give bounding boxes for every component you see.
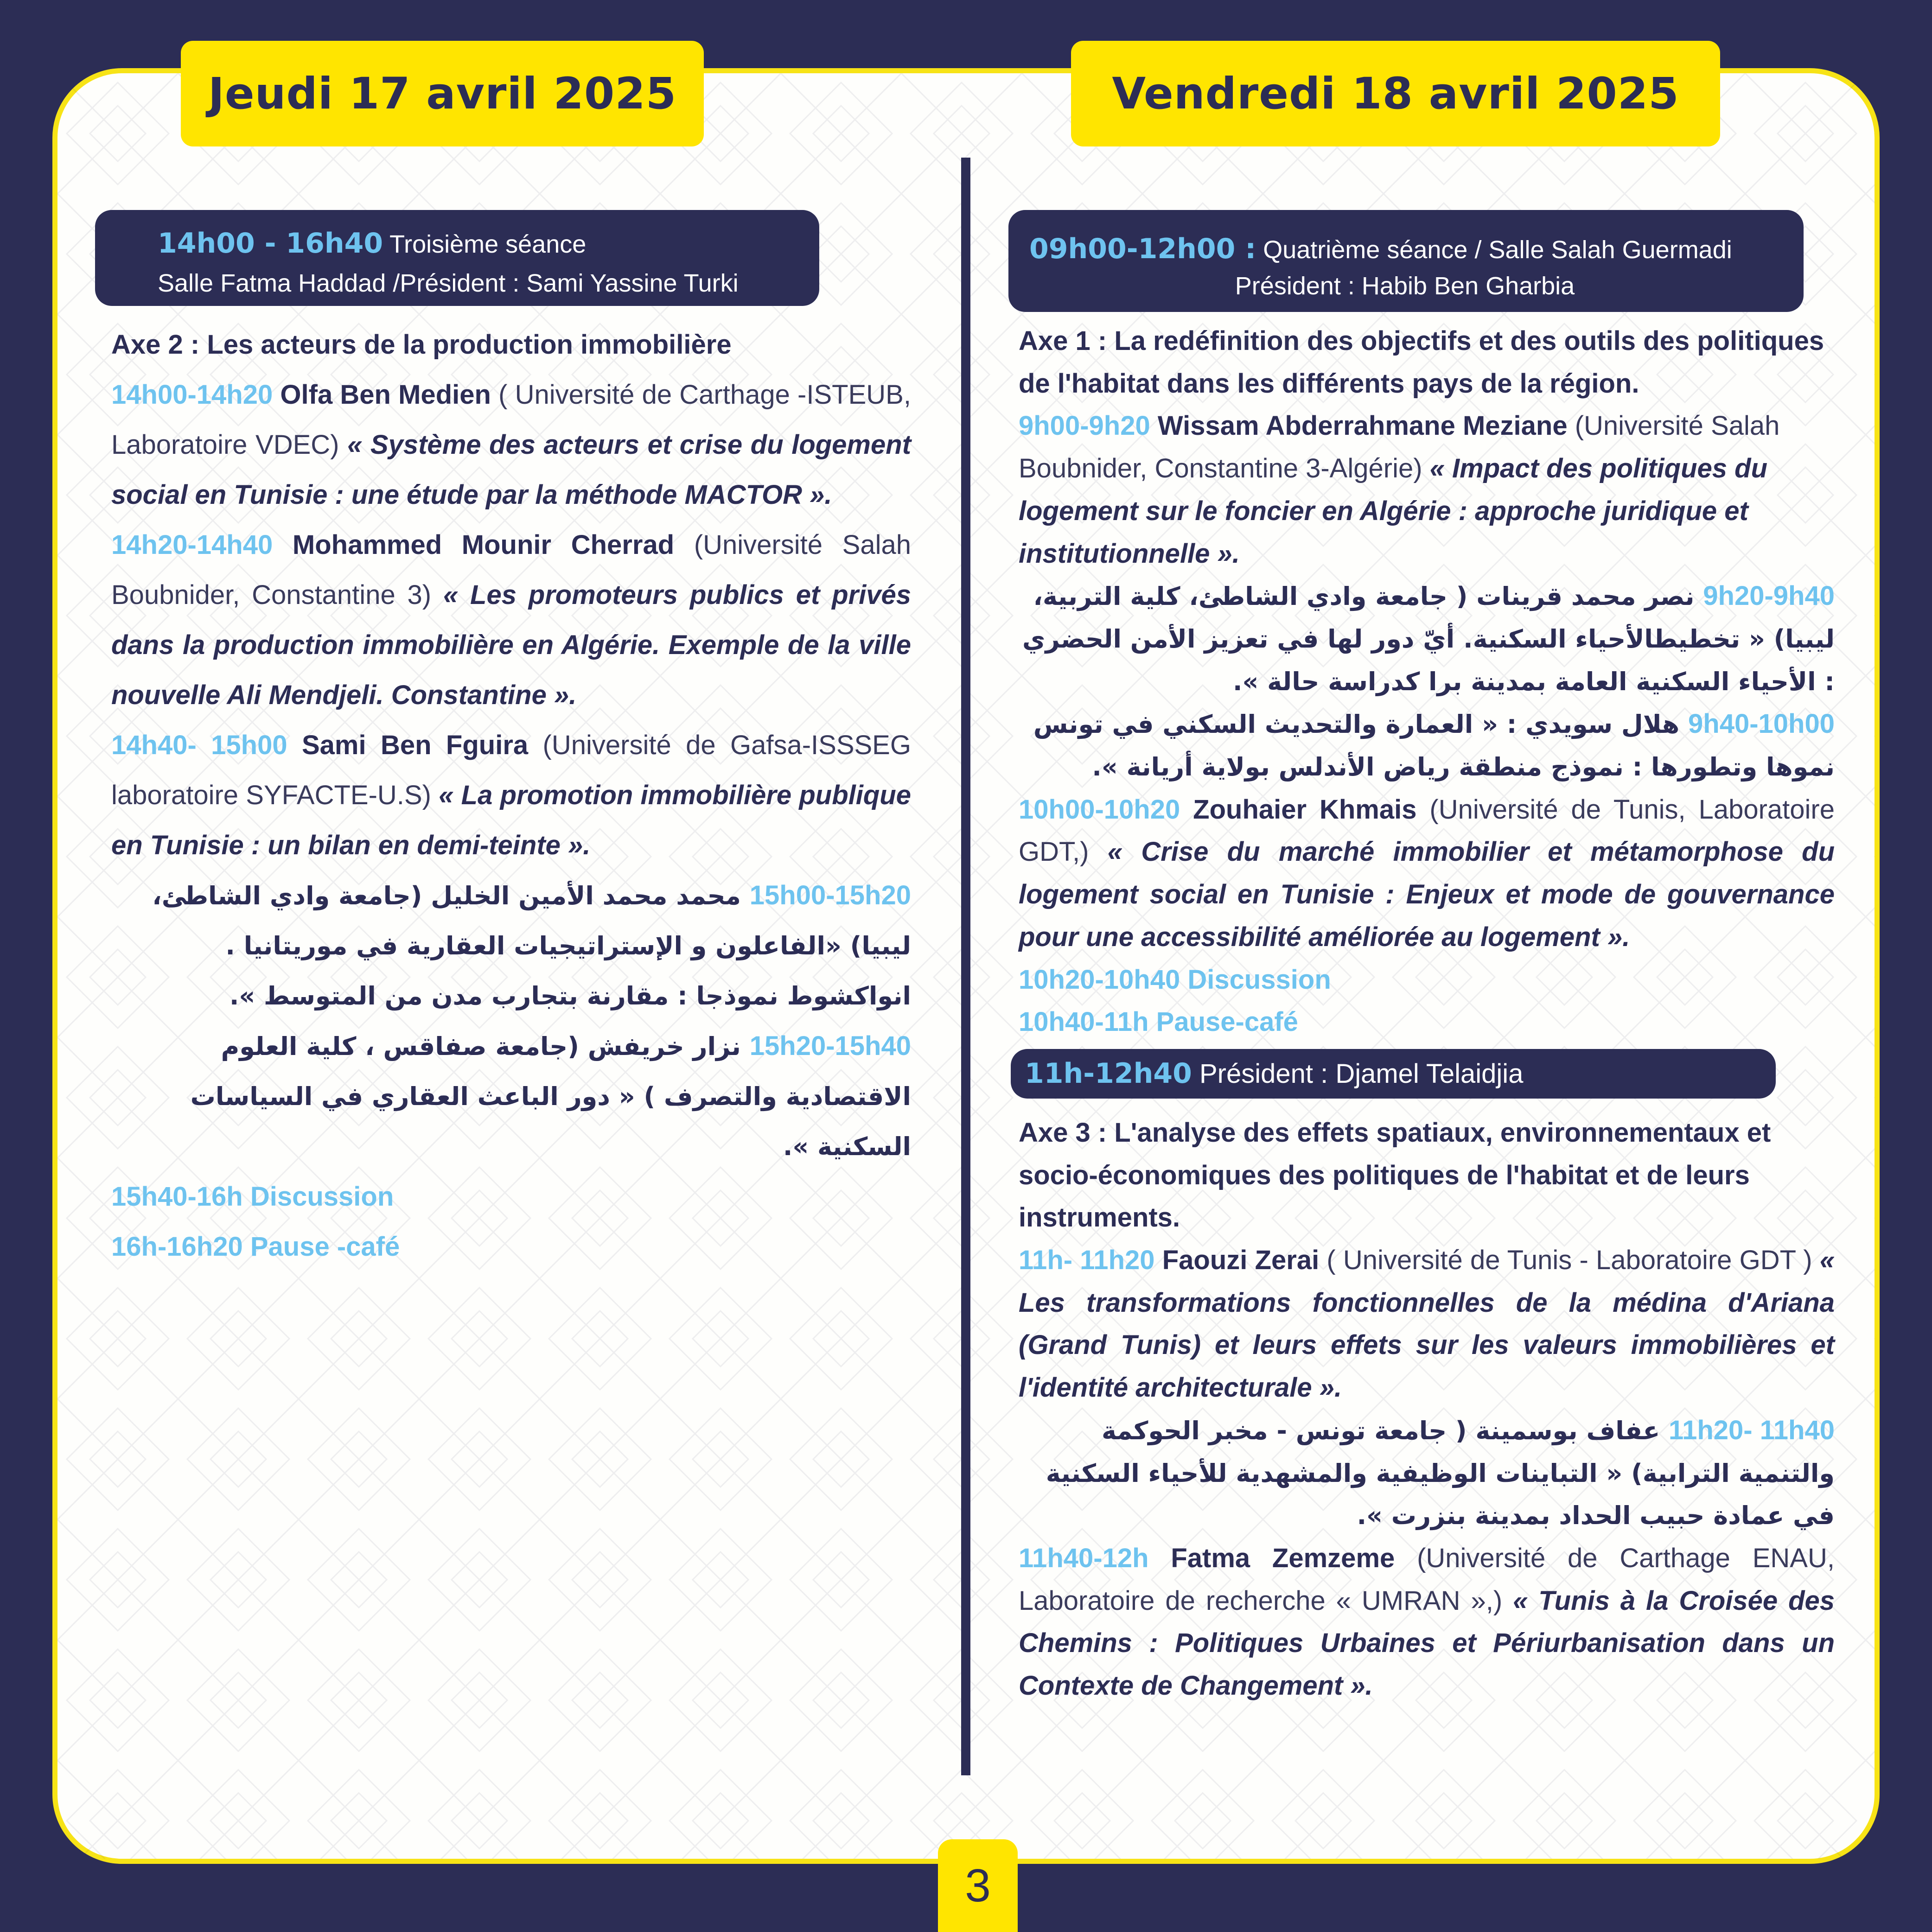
session-header-right (1008, 210, 1804, 312)
affiliation: (Université de Carthage ENAU, Laboratoire de recherche « UMRAN »,) (1019, 1543, 1835, 1616)
speaker: Mohammed Mounir Cherrad (292, 530, 675, 560)
list-item (1019, 405, 1835, 575)
affiliation: (Université de Tunis, Laboratoire GDT,) (1019, 794, 1835, 867)
paper-title: « Crise du marché immobilier et métamorphose du logement social en Tunisie : Enjeux et mode de gouvernance pour une accessibilité améliorée au logement ». (1019, 837, 1835, 952)
time-slot: 9h20-9h40 (1703, 581, 1835, 611)
program-right (1019, 320, 1835, 1707)
arabic-entry: هلال سويدي : « العمارة والتحديث السكني في تونس نموها وتطورها : نموذج منطقة رياض الأندلس بولاية أريانة ». (1033, 710, 1835, 782)
time-slot: 11h- 11h20 (1019, 1245, 1155, 1276)
list-item (1019, 1239, 1835, 1409)
session-title: Quatrième séance / Salle Salah Guermadi (1263, 236, 1732, 264)
discussion-slot: 15h40-16h Discussion (111, 1182, 394, 1212)
speaker: Wissam Abderrahmane Meziane (1157, 411, 1568, 441)
paper-title: « Les transformations fonctionnelles de la médina d'Ariana (Grand Tunis) et leurs effets sur les valeurs immobilières et l'identité architecturale ». (1019, 1245, 1835, 1403)
time-slot: 14h20-14h40 (111, 530, 273, 560)
break-slot: 16h-16h20 Pause -café (111, 1232, 400, 1262)
axis-title: Axe 2 : Les acteurs de la production immobilière (111, 330, 732, 360)
list-item-arabic (111, 871, 911, 1021)
speaker: Zouhaier Khmais (1193, 794, 1417, 825)
time-slot: 15h20-15h40 (749, 1031, 911, 1061)
paper-title: « Tunis à la Croisée des Chemins : Politiques Urbaines et Périurbanisation dans un Contexte de Changement ». (1019, 1585, 1835, 1701)
affiliation: (Université Salah Boubnider, Constantine 3-Algérie) (1019, 411, 1780, 484)
speaker: Olfa Ben Medien (280, 380, 491, 410)
page-number: 3 (938, 1839, 1018, 1932)
speaker: Faouzi Zerai (1162, 1245, 1320, 1276)
session-title: Troisième séance (389, 230, 587, 258)
list-item-arabic (1019, 703, 1835, 788)
time-slot: 9h00-9h20 (1019, 411, 1150, 441)
list-item (1019, 1537, 1835, 1707)
affiliation: (Université Salah Boubnider, Constantine 3) (111, 530, 911, 610)
list-item-arabic (1019, 575, 1835, 703)
session-time: 11h-12h40 (1025, 1057, 1192, 1090)
discussion-slot: 10h20-10h40 Discussion (1019, 964, 1331, 995)
time-slot: 9h40-10h00 (1688, 709, 1835, 739)
time-slot: 14h40- 15h00 (111, 730, 287, 760)
speaker: Sami Ben Fguira (301, 730, 529, 760)
day-tab-friday: Vendredi 18 avril 2025 (1071, 41, 1720, 146)
session-details: Salle Fatma Haddad /Président : Sami Yassine Turki (158, 269, 739, 297)
paper-title: « Les promoteurs publics et privés dans la production immobilière en Algérie. Exemple de la ville nouvelle Ali Mendjeli. Constantine ». (111, 580, 911, 710)
affiliation: ( Université de Tunis - Laboratoire GDT ) (1326, 1245, 1812, 1276)
time-slot: 10h00-10h20 (1019, 794, 1180, 825)
session-time: 14h00 - 16h40 (158, 227, 383, 260)
list-item (111, 370, 911, 520)
paper-title: « Impact des politiques du logement sur le foncier en Algérie : approche juridique et institutionnelle ». (1019, 453, 1768, 569)
paper-title: « La promotion immobilière publique en Tunisie : un bilan en demi-teinte ». (111, 780, 911, 860)
arabic-entry: محمد محمد الأمين الخليل (جامعة وادي الشاطئ، ليبيا) «الفاعلون و الإستراتيجيات العقارية في موريتانيا . انواكشوط نموذجا : مقارنة بتجارب مدن من المتوسط ». (152, 881, 911, 1010)
list-item-arabic (1019, 1409, 1835, 1537)
axis-title: Axe 1 : La redéfinition des objectifs et des outils des politiques de l'habitat dans les différents pays de la région. (1019, 326, 1824, 399)
program-left (111, 320, 911, 1272)
session-president: Président : Habib Ben Gharbia (1235, 272, 1575, 300)
break-slot: 10h40-11h Pause-café (1019, 1007, 1298, 1037)
speaker: Fatma Zemzeme (1171, 1543, 1395, 1573)
axis-title: Axe 3 : L'analyse des effets spatiaux, environnementaux et socio-économiques des politiques de l'habitat et de leurs instruments. (1019, 1117, 1771, 1233)
session-time: 09h00-12h00 : (1029, 233, 1256, 265)
session-header-right-2 (1011, 1049, 1776, 1099)
list-item (111, 720, 911, 871)
time-slot: 11h40-12h (1019, 1543, 1149, 1573)
session-title: Président : Djamel Telaidjia (1199, 1058, 1524, 1089)
arabic-entry: نزار خريفش (جامعة صفاقس ، كلية العلوم الاقتصادية والتصرف ) « دور الباعث العقاري في السياسات السكنية ». (190, 1032, 911, 1161)
arabic-entry: نصر محمد قرينات ( جامعة وادي الشاطئ، كلية التربية، ليبيا) « تخطيطالأحياء السكنية. أيّ دور لها في تعزيز الأمن الحضري : الأحياء السكنية العامة بمدينة برا كدراسة حالة ». (1022, 582, 1835, 696)
day-tab-thursday: Jeudi 17 avril 2025 (181, 41, 704, 146)
list-item (1019, 788, 1835, 959)
affiliation: ( Université de Carthage -ISTEUB, Laboratoire VDEC) (111, 380, 911, 460)
paper-title: « Système des acteurs et crise du logement social en Tunisie : une étude par la méthode MACTOR ». (111, 430, 912, 510)
arabic-entry: عفاف بوسمينة ( جامعة تونس - مخبر الحوكمة والتنمية الترابية) « التباينات الوظيفية والمشهدية للأحياء السكنية في عمادة حبيب الحداد بمدينة بنزرت ». (1046, 1416, 1835, 1531)
column-divider (961, 158, 970, 1775)
time-slot: 14h00-14h20 (111, 380, 273, 410)
time-slot: 15h00-15h20 (749, 880, 911, 910)
time-slot: 11h20- 11h40 (1669, 1415, 1835, 1445)
session-header-left (95, 210, 819, 306)
list-item-arabic (111, 1021, 911, 1172)
list-item (111, 520, 911, 720)
affiliation: (Université de Gafsa-ISSSEG laboratoire SYFACTE-U.S) (111, 730, 911, 810)
